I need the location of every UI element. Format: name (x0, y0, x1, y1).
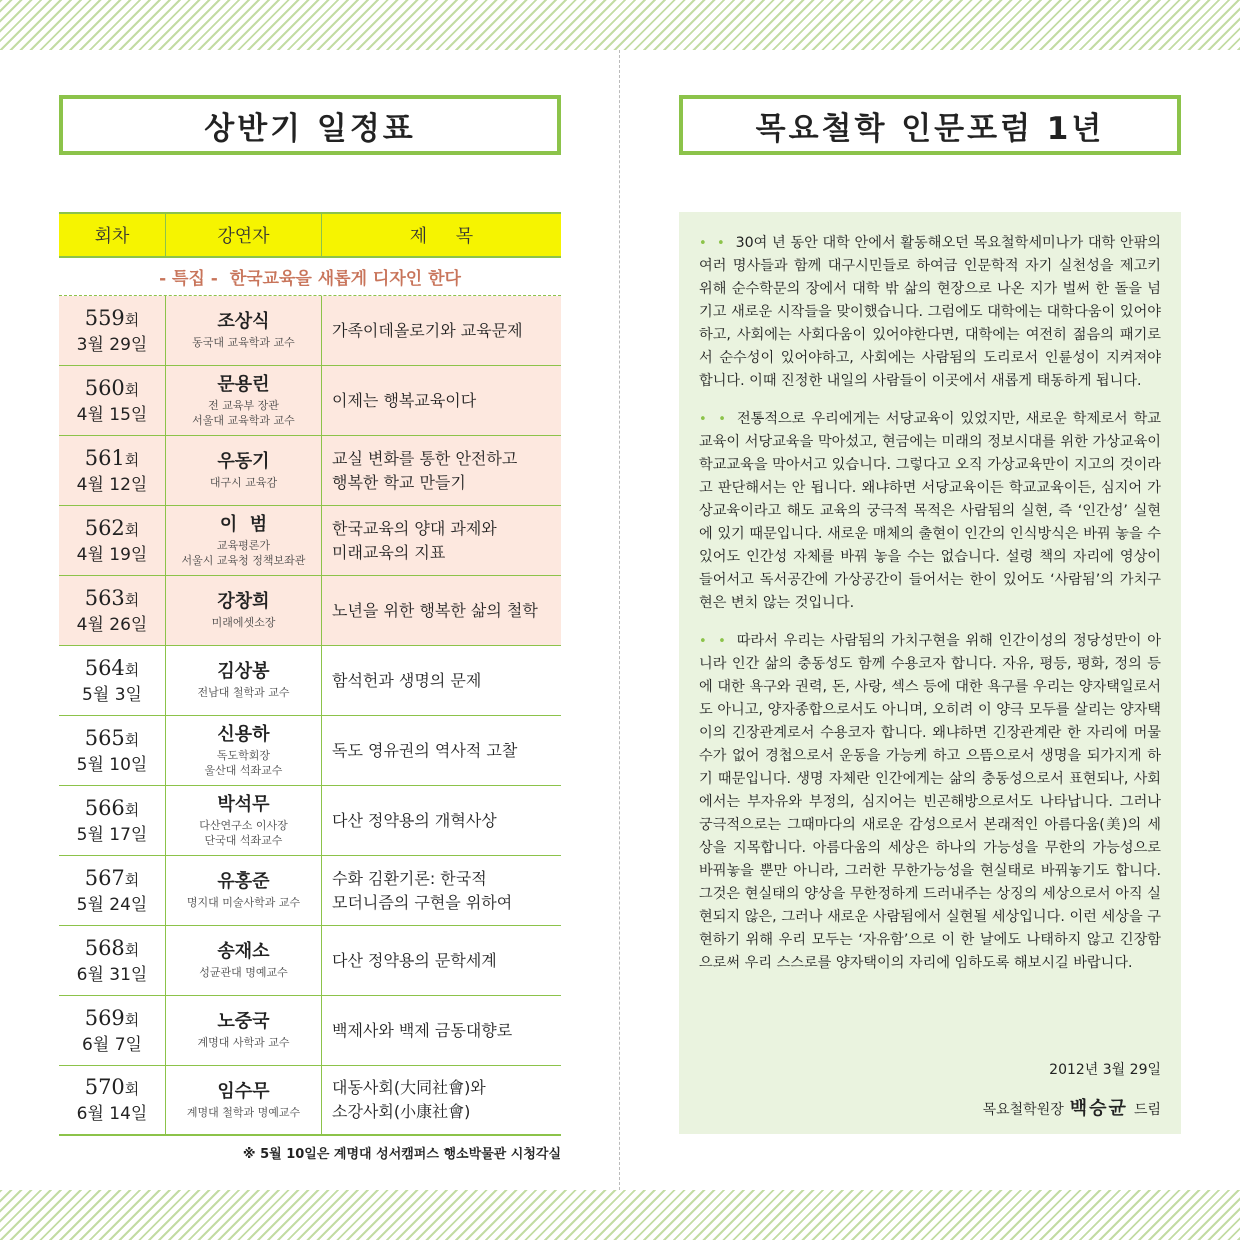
schedule-row (59, 996, 561, 1066)
signer-role: 목요철학원장 (982, 1102, 1064, 1118)
speaker-name: 노중국 (217, 1011, 270, 1032)
schedule-row (59, 856, 561, 926)
speaker-affiliation: 대구시 교육감 (209, 476, 278, 489)
forum-paragraph: • • 따라서 우리는 사람됨의 가치구현을 위해 인간이성의 정당성만이 아니라 인간 삶의 충동성도 함께 수용코자 합니다. 자유, 평등, 평화, 정의 등에 대한 욕구와 권력, 돈, 사랑, 섹스 등에 대한 욕구를 우리는 양자택일로서도 아니고, 양자종합으로서도 아니며, 오히려 이 양극 모두를 살리는 양자택이의 긴장관계로서 수용코자 합니다. 왜냐하면 긴장관계란 한 자리에 머물 수가 없어 경첩으로서 운동을 가능케 하고 으뜸으로서 생명을 되가지게 하기 때문입니다. 생명 자체란 인간에게는 삶의 충동성으로서 표현되나, 사회에서는 부자유와 부정의, 심지어는 빈곤해방으로서도 나타납니다. 그러나 궁극적으로는 그때마다의 새로운 감성으로서 본래적인 아름다움(美)의 세상을 지목합니다. 아름다움의 세상은 하나의 가능성을 무한의 가능성으로 바꿔놓을 뿐만 아니라, 그러한 무한가능성을 현실태로 바꿔놓기도 합니다. 그것은 현실태의 양상을 무한정하게 드러내주는 상징의 세상으로서 아직 실현되지 않은, 그러나 새로운 사람됨에서 실현될 세상입니다. 이런 세상을 구현하기 위해 우리 모두는 ‘자유함’으로 이 한 날에도 나태하지 않고 긴장함으로써 우리 스스로를 양자택이의 자리에 임하도록 해보시길 바랍니다. (699, 633, 1161, 971)
forum-title: 목요철학 인문포럼 1년 (679, 95, 1181, 155)
top-decorative-stripe (0, 0, 1240, 50)
topic-line: 수화 김환기론: 한국적 (332, 868, 487, 888)
schedule-row (59, 506, 561, 576)
schedule-row (59, 436, 561, 506)
session-date: 5월 3일 (82, 684, 142, 705)
speaker-name: 송재소 (217, 941, 270, 962)
session-number: 561회 (84, 445, 140, 470)
schedule-row (59, 926, 561, 996)
session-cell (59, 996, 166, 1065)
session-date: 4월 19일 (76, 544, 148, 565)
schedule-header-row (59, 212, 561, 258)
session-number: 560회 (84, 375, 140, 400)
topic-line: 노년을 위한 행복한 삶의 철학 (332, 600, 538, 620)
speaker-cell (166, 1066, 322, 1134)
session-number: 563회 (84, 585, 140, 610)
speaker-name: 임수무 (217, 1080, 270, 1102)
speaker-cell (166, 576, 322, 645)
signer-suffix: 드림 (1133, 1102, 1161, 1118)
session-cell (59, 856, 166, 925)
topic-line: 소강사회(小康社會) (332, 1102, 471, 1121)
speaker-cell (166, 856, 322, 925)
speaker-affiliation: 교육평론가 (216, 538, 271, 552)
speaker-name: 박석무 (217, 793, 270, 815)
session-cell (59, 366, 166, 435)
topic-cell (322, 436, 561, 505)
session-cell (59, 296, 166, 365)
speaker-affiliation: 계명대 철학과 명예교수 (186, 1105, 301, 1119)
special-theme-banner: - 특집 - 한국교육을 새롭게 디자인 한다 (59, 258, 561, 296)
speaker-name: 신용하 (217, 723, 270, 745)
speaker-affiliation: 전남대 철학과 교수 (197, 686, 290, 699)
session-date: 6월 31일 (76, 964, 148, 985)
speaker-affiliation: 다산연구소 이사장 (199, 818, 288, 832)
forum-text-panel (679, 212, 1181, 1134)
topic-cell (322, 786, 561, 855)
session-cell (59, 716, 166, 785)
topic-line: 대동사회(大同社會)와 (332, 1078, 486, 1097)
topic-cell (322, 716, 561, 785)
session-date: 6월 7일 (82, 1034, 142, 1055)
speaker-affiliation: 단국대 석좌교수 (204, 833, 283, 847)
topic-line: 다산 정약용의 문학세계 (332, 950, 497, 970)
topic-cell (322, 296, 561, 365)
session-date: 3월 29일 (76, 334, 148, 355)
speaker-affiliation: 서울시 교육청 정책보좌관 (181, 553, 306, 567)
session-date: 6월 14일 (76, 1104, 148, 1124)
header-title: 제 목 (409, 226, 474, 247)
schedule-row (59, 296, 561, 366)
bullet-dots-icon: • • (699, 236, 728, 251)
session-cell (59, 506, 166, 575)
session-number: 569회 (84, 1005, 140, 1030)
topic-line: 다산 정약용의 개혁사상 (332, 810, 497, 830)
bullet-dots-icon: • • (699, 412, 729, 427)
speaker-name: 김상봉 (217, 661, 270, 682)
forum-paragraph: • • 전통적으로 우리에게는 서당교육이 있었지만, 새로운 학제로서 학교교육이 서당교육을 막아섰고, 현금에는 미래의 정보시대를 위한 가상교육이 학교교육을 막아서고 있습니다. 그렇다고 오직 가상교육만이 지고의 것이라고 판단해서는 안 됩니다. 왜냐하면 서당교육이든 학교교육이든, 심지어 가상교육이라고 해도 교육의 궁극적 목적은 사람됨의 실현, 즉 ‘인간성’ 실현에 있기 때문입니다. 새로운 매체의 출현이 인간의 인식방식은 바꿔 놓을 수 있어도 인간성 자체를 바꿔 놓을 수는 없습니다. 설령 책의 자리에 영상이 들어서고 독서공간에 가상공간이 들어서는 한이 있어도 ‘사람됨’의 가치구현은 변치 않는 것입니다. (699, 411, 1161, 611)
topic-line: 가족이데올로기와 교육문제 (332, 320, 523, 340)
speaker-cell (166, 296, 322, 365)
speaker-name: 유홍준 (217, 871, 270, 892)
speaker-cell (166, 926, 322, 995)
speaker-cell (166, 506, 322, 575)
schedule-row (59, 646, 561, 716)
signer-name: 백승균 (1069, 1098, 1128, 1119)
venue-note: ※ 5월 10일은 계명대 성서캠퍼스 행소박물관 시청각실 (242, 1147, 561, 1162)
session-cell (59, 576, 166, 645)
session-cell (59, 436, 166, 505)
schedule-row (59, 366, 561, 436)
schedule-row (59, 716, 561, 786)
speaker-affiliation: 전 교육부 장관 (208, 398, 279, 412)
speaker-affiliation: 울산대 석좌교수 (204, 763, 283, 777)
session-number: 570회 (84, 1075, 140, 1099)
topic-cell (322, 1066, 561, 1134)
topic-line: 함석헌과 생명의 문제 (332, 670, 482, 690)
session-number: 566회 (84, 795, 140, 820)
speaker-affiliation: 계명대 사학과 교수 (197, 1036, 290, 1049)
header-speaker: 강연자 (166, 214, 322, 256)
signature (983, 1094, 1161, 1120)
session-date: 4월 26일 (76, 614, 148, 635)
session-number: 567회 (84, 865, 140, 890)
topic-cell (322, 996, 561, 1065)
schedule-title: 상반기 일정표 (59, 95, 561, 155)
session-date: 5월 24일 (76, 894, 148, 915)
page-fold-line (619, 50, 620, 1190)
speaker-cell (166, 366, 322, 435)
speaker-cell (166, 716, 322, 785)
speaker-affiliation: 성균관대 명예교수 (199, 966, 288, 979)
speaker-name: 조상식 (217, 311, 270, 332)
session-cell (59, 786, 166, 855)
session-date: 4월 15일 (76, 404, 148, 425)
forum-paragraphs (699, 232, 1161, 975)
speaker-cell (166, 646, 322, 715)
speaker-name: 문용린 (217, 373, 270, 395)
bottom-decorative-stripe (0, 1190, 1240, 1240)
session-number: 568회 (84, 935, 140, 960)
session-number: 565회 (84, 725, 140, 750)
speaker-affiliation: 동국대 교육학과 교수 (192, 336, 295, 349)
topic-line: 교실 변화를 통한 안전하고 (332, 448, 518, 468)
bullet-dots-icon: • • (699, 634, 729, 649)
schedule-row (59, 1066, 561, 1136)
header-session: 회차 (59, 214, 166, 256)
topic-line: 한국교육의 양대 과제와 (332, 518, 497, 538)
speaker-cell (166, 786, 322, 855)
topic-cell (322, 366, 561, 435)
topic-line: 미래교육의 지표 (332, 542, 446, 562)
schedule-rows (59, 296, 561, 1136)
topic-cell (322, 856, 561, 925)
session-date: 5월 17일 (76, 824, 148, 845)
speaker-cell (166, 436, 322, 505)
schedule-table (59, 212, 561, 1136)
speaker-name: 강창희 (217, 591, 270, 612)
session-date: 5월 10일 (76, 754, 148, 775)
speaker-name: 이 범 (219, 513, 268, 535)
speaker-cell (166, 996, 322, 1065)
session-number: 559회 (84, 305, 140, 330)
topic-line: 독도 영유권의 역사적 고찰 (332, 740, 518, 760)
topic-line: 이제는 행복교육이다 (332, 390, 477, 410)
speaker-affiliation: 독도학회장 (216, 748, 271, 762)
topic-cell (322, 506, 561, 575)
speaker-name: 우동기 (217, 451, 270, 472)
speaker-affiliation: 서울대 교육학과 교수 (192, 413, 295, 427)
topic-line: 행복한 학교 만들기 (332, 472, 466, 492)
topic-cell (322, 926, 561, 995)
session-cell (59, 1066, 166, 1134)
speaker-affiliation: 미래에셋소장 (211, 616, 276, 629)
speaker-affiliation: 명지대 미술사학과 교수 (186, 896, 301, 909)
session-number: 564회 (84, 655, 140, 680)
topic-line: 모더니즘의 구현을 위하여 (332, 892, 513, 912)
topic-cell (322, 646, 561, 715)
schedule-row (59, 786, 561, 856)
signature-date: 2012년 3월 29일 (1049, 1062, 1161, 1078)
forum-paragraph: • • 30여 년 동안 대학 안에서 활동해오던 목요철학세미나가 대학 안팎의 여러 명사들과 함께 대구시민들로 하여금 인문학적 자기 실천성을 제고키 위해 순수학문의 장에서 대학 밖 삶의 현장으로 나온 지가 벌써 한 돌을 넘기고 새로운 시작들을 맞이했습니다. 그럼에도 대학에는 대학다움이 있어야하고, 사회에는 사회다움이 있어야한다면, 대학에는 여전히 젊음의 패기로서 순수성이 있어야하고, 사회에는 사람됨의 도리로서 인륜성이 지켜져야 합니다. 이때 진정한 내일의 사람들이 이곳에서 새롭게 태동하게 됩니다. (699, 235, 1162, 389)
session-cell (59, 646, 166, 715)
topic-cell (322, 576, 561, 645)
session-date: 4월 12일 (76, 474, 148, 495)
session-cell (59, 926, 166, 995)
schedule-row (59, 576, 561, 646)
topic-line: 백제사와 백제 금동대향로 (332, 1020, 513, 1040)
session-number: 562회 (84, 515, 140, 540)
